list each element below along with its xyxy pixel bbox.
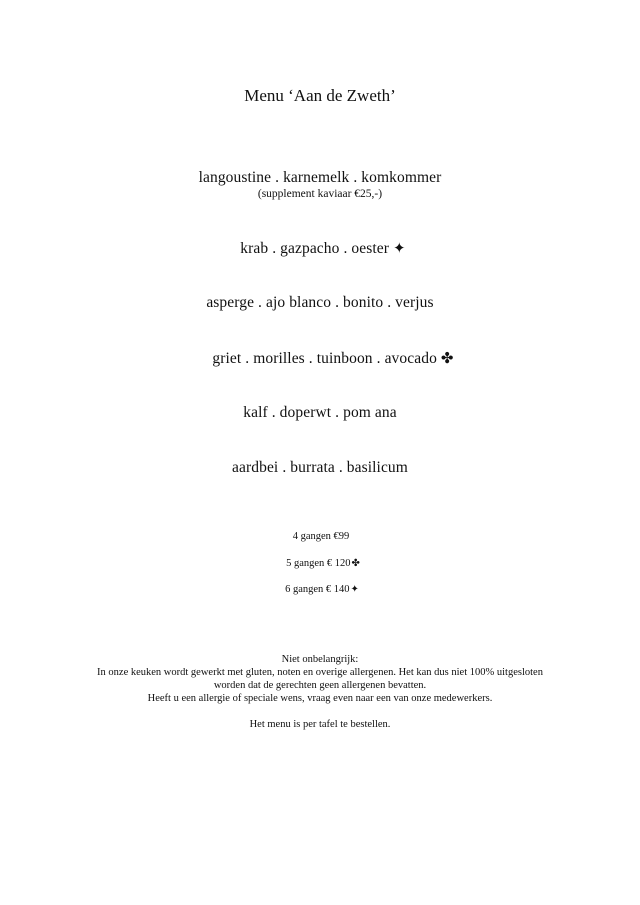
course-5-text: kalf . doperwt . pom ana <box>243 404 397 421</box>
price-6-courses <box>0 584 640 595</box>
course-3-text: asperge . ajo blanco . bonito . verjus <box>206 294 434 311</box>
price-5-courses <box>0 558 640 569</box>
course-4-text: griet . morilles . tuinboon . avocado <box>212 350 437 367</box>
menu-title: Menu ‘Aan de Zweth’ <box>244 86 396 105</box>
star-icon: ✦ <box>350 584 359 595</box>
course-1-text: langoustine . karnemelk . komkommer <box>198 169 442 186</box>
course-1 <box>0 169 640 187</box>
clover-icon: ✤ <box>351 558 360 569</box>
course-6-text: aardbei . burrata . basilicum <box>232 459 408 476</box>
allergy-line-1: In onze keuken wordt gewerkt met gluten, noten en overige allergenen. Het kan dus niet 100% uitgesloten <box>97 667 543 678</box>
course-6 <box>0 459 640 477</box>
allergy-line-2: worden dat de gerechten geen allergenen bevatten. <box>213 680 427 691</box>
allergy-heading: Niet onbelangrijk: <box>281 654 359 665</box>
supplement-note: (supplement kaviaar €25,-) <box>257 188 383 200</box>
clover-icon: ✤ <box>440 351 454 367</box>
course-5 <box>0 404 640 422</box>
course-2 <box>0 239 640 258</box>
course-3 <box>0 294 640 312</box>
price-4-courses <box>0 531 640 542</box>
ordering-note: Het menu is per tafel te bestellen. <box>249 719 391 730</box>
course-4 <box>0 349 640 368</box>
price-6-text: 6 gangen € 140 <box>285 584 350 595</box>
price-4-text: 4 gangen €99 <box>292 531 350 542</box>
course-2-text: krab . gazpacho . oester <box>240 240 390 257</box>
price-5-text: 5 gangen € 120 <box>286 558 351 569</box>
allergy-line-3: Heeft u een allergie of speciale wens, vraag even naar een van onze medewerkers. <box>147 693 493 704</box>
star-icon: ✦ <box>393 241 406 257</box>
